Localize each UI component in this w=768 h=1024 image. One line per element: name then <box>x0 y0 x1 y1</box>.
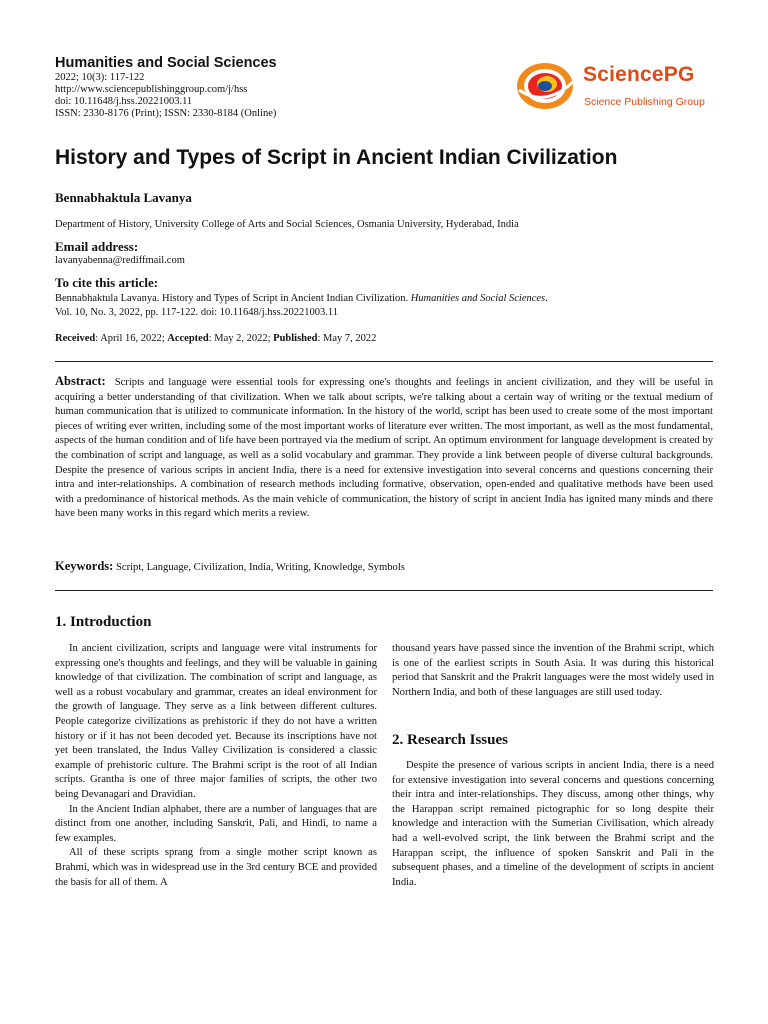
section-heading-introduction: 1. Introduction <box>55 614 152 630</box>
published-label: Published <box>273 333 318 344</box>
paragraph: Despite the presence of various scripts in ancient India, there is a need for extensive investigation into several concerns and questions concerning their intra and inter-relationships. They discuss, among other things, why the Harappan script remained pictographic for so long despite their knowledge and interaction with the Sumerian Civilisation, which already had a well-evolved script, the link between the Brahmi script and the Harappan script, the influence of spoken Sanskrit and Pali in the subsequent phases, and a timeline of the development of scripts in ancient India. <box>392 760 714 888</box>
citation-text: Bennabhaktula Lavanya. History and Types of Script in Ancient Indian Civilization. <box>55 293 411 304</box>
received-label: Received <box>55 333 96 344</box>
research-issues-body <box>392 759 714 890</box>
keywords-label: Keywords: <box>55 559 114 573</box>
paragraph: In ancient civilization, scripts and language were vital instruments for expressing one's thoughts and feelings, and they will be valuable in gaining knowledge of that civilization. The combination of script and language, as well as a robust vocabulary and grammar, creates an ideal environment for the growth of language. They serve as a link between different cultures. People categorize civilizations as prehistoric if they do not have a written history or if it has not been decoded yet. Because its inscriptions have not yet been translated, the Indus Valley Civilization is considered a classic example of prehistoric culture. The Brahmi script is the root of all Indian scripts. Grantha is one of three major families of scripts, the other two being Devanagari and Dravidian. <box>55 643 377 800</box>
paragraph: In the Ancient Indian alphabet, there are a number of languages that are distinct from one another, including Sanskrit, Pali, and Hindi, to name a few examples. <box>55 803 377 844</box>
citation-line <box>55 293 548 304</box>
keywords-text: Script, Language, Civilization, India, Writing, Knowledge, Symbols <box>115 562 405 573</box>
citation-volume: Vol. 10, No. 3, 2022, pp. 117-122. doi: 10.11648/j.hss.20221003.11 <box>55 307 339 318</box>
divider-bottom <box>55 590 713 591</box>
citation-journal: Humanities and Social Sciences <box>410 293 546 304</box>
author-affiliation: Department of History, University College of Arts and Social Sciences, Osmania University, Hyderabad, India <box>55 219 519 230</box>
cite-heading: To cite this article: <box>55 275 159 290</box>
accepted-label: Accepted <box>167 333 209 344</box>
published-date: : May 7, 2022 <box>317 333 377 344</box>
keywords <box>55 559 713 574</box>
logo-tagline: Science Publishing Group <box>584 96 705 108</box>
citation-end: . <box>545 293 548 304</box>
accepted-date: : May 2, 2022; <box>208 333 274 344</box>
journal-name: Humanities and Social Sciences <box>55 55 277 71</box>
email-link[interactable]: lavanyabenna@rediffmail.com <box>55 255 185 266</box>
abstract-text: Scripts and language were essential tools for expressing one's thoughts and feelings in ancient civilization, and they will be useful in acquiring a better understanding of that civilization. When we talk about scripts, we're talking about a certain way of writing or the textual medium of human communication that is utilized to communicate information. In the history of the world, script has been used to create some of the most important pieces of writing ever written, including some of the most important works of literature ever written. The most important, as well as the most fundamental, aspects of the human condition and of life have been portrayed via the medium of script. An optimum environment for language development is created by the combination of script and language, as well as a solid vocabulary and grammar. They provide a link between people of diverse cultural backgrounds. Despite the presence of various scripts in ancient India, there is a need for extensive investigation into several concerns and questions concerning their intra and inter-relationships. A combination of research methods including formative, observation, open-ended and qualitative methods have been used with a predominance of historical methods. As the main vehicle of communication, the history of script in ancient India has ignited many minds and there have been many works in this regard which merits a review. <box>55 377 713 520</box>
logo-swirl-icon <box>515 60 579 112</box>
author-name: Bennabhaktula Lavanya <box>55 190 192 205</box>
abstract-label: Abstract: <box>55 374 106 388</box>
abstract <box>55 374 713 522</box>
divider-top <box>55 361 713 362</box>
introduction-body <box>55 642 377 890</box>
article-title: History and Types of Script in Ancient Indian Civilization <box>55 146 618 169</box>
email-heading: Email address: <box>55 239 139 254</box>
introduction-continued <box>392 642 714 700</box>
journal-url[interactable]: http://www.sciencepublishinggroup.com/j/hss <box>55 84 248 95</box>
received-date: : April 16, 2022; <box>95 333 168 344</box>
logo-wordmark: SciencePG <box>583 63 695 86</box>
issue-info: 2022; 10(3): 117-122 <box>55 72 145 83</box>
journal-doi[interactable]: doi: 10.11648/j.hss.20221003.11 <box>55 96 193 107</box>
paragraph: All of these scripts sprang from a single mother script known as Brahmi, which was in widespread use in the 3rd century BCE and provided the basis for all of them. A <box>55 847 377 888</box>
article-dates <box>55 333 376 344</box>
journal-issn: ISSN: 2330-8176 (Print); ISSN: 2330-8184 (Online) <box>55 108 277 119</box>
section-heading-research-issues: 2. Research Issues <box>392 732 508 748</box>
paragraph: thousand years have passed since the invention of the Brahmi script, which is one of the earliest scripts in South Asia. It was during this historical period that Sanskrit and the Prakrit languages were the most widely used in Northern India, and both of these languages are still used today. <box>392 643 714 698</box>
